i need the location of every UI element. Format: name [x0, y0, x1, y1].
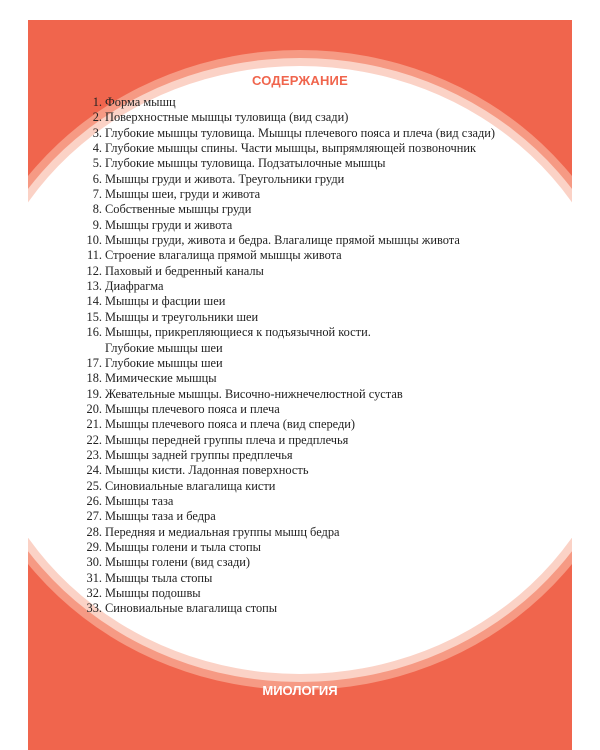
toc-item-number: 13. [86, 279, 102, 294]
toc-item-title: Мышцы таза и бедра [105, 509, 216, 524]
toc-item-title: Мышцы груди и живота [105, 217, 233, 232]
toc-item-number: 22. [86, 432, 102, 447]
toc-item-title: Собственные мышцы груди [105, 202, 252, 217]
toc-item-number: 1. [92, 95, 102, 109]
toc-item-number: 2. [92, 110, 102, 125]
table-of-contents [78, 95, 495, 617]
toc-item-number: 15. [86, 309, 102, 324]
toc-item [78, 202, 495, 217]
toc-item-title: Паховый и бедренный каналы [105, 263, 264, 278]
toc-item-number: 9. [92, 217, 102, 232]
toc-item-number: 12. [86, 263, 102, 278]
toc-item-title: Жевательные мышцы. Височно-нижнечелюстной сустав [105, 386, 403, 401]
toc-item [78, 310, 495, 325]
toc-item [78, 371, 495, 386]
toc-item-title: Строение влагалища прямой мышцы живота [105, 248, 342, 263]
toc-item-title: Мышцы плечевого пояса и плеча [105, 401, 280, 416]
toc-item-title: Синовиальные влагалища стопы [105, 601, 278, 616]
toc-item-number: 33. [86, 601, 102, 616]
toc-item [78, 187, 495, 202]
toc-item-number: 8. [92, 202, 102, 217]
toc-item [78, 448, 495, 463]
toc-item-number: 4. [92, 141, 102, 156]
toc-item [78, 156, 495, 171]
toc-item-title: Мышцы груди, живота и бедра. Влагалище прямой мышцы живота [105, 233, 460, 248]
toc-item [78, 433, 495, 448]
toc-item-number: 24. [86, 463, 102, 478]
toc-item [78, 279, 495, 294]
toc-item-number: 14. [86, 294, 102, 309]
toc-item-number: 29. [86, 539, 102, 554]
toc-item [78, 601, 495, 616]
toc-item [78, 525, 495, 540]
toc-item-title: Глубокие мышцы шеи [105, 355, 223, 370]
toc-item-title: Мышцы передней группы плеча и предплечья [105, 432, 349, 447]
toc-item-number: 11. [86, 248, 102, 263]
toc-item [78, 356, 495, 371]
toc-item-title: Мышцы тыла стопы [105, 570, 213, 585]
toc-item-title: Мышцы голени и тыла стопы [105, 539, 261, 554]
toc-item [78, 294, 495, 309]
toc-item-number: 31. [86, 570, 102, 585]
toc-item-title: Глубокие мышцы спины. Части мышцы, выпрямляющей позвоночник [105, 141, 477, 156]
toc-item-number: 32. [86, 586, 102, 600]
toc-item-title: Передняя и медиальная группы мышц бедра [105, 524, 340, 539]
toc-item [78, 110, 495, 125]
toc-item-number: 7. [92, 187, 102, 202]
toc-item-title: Мышцы плечевого пояса и плеча (вид спереди) [105, 417, 356, 432]
toc-item [78, 555, 495, 570]
toc-item-number: 23. [86, 447, 102, 462]
toc-item-number: 10. [86, 233, 102, 248]
toc-item-title: Мышцы голени (вид сзади) [105, 555, 251, 570]
toc-item-number: 16. [86, 325, 102, 340]
toc-item [78, 402, 495, 417]
toc-item [78, 248, 495, 263]
toc-item [78, 509, 495, 524]
toc-item-title: Мимические мышцы [105, 371, 217, 386]
toc-item [78, 494, 495, 509]
toc-item-title: Глубокие мышцы туловища. Мышцы плечевого пояса и плеча (вид сзади) [105, 125, 496, 140]
toc-item-number: 26. [86, 493, 102, 508]
toc-item-number: 20. [86, 401, 102, 416]
toc-item-number: 18. [86, 371, 102, 386]
toc-item [78, 571, 495, 586]
toc-item-title: Мышцы и треугольники шеи [105, 309, 259, 324]
toc-item-number: 25. [86, 478, 102, 493]
toc-item [78, 141, 495, 156]
toc-item [78, 417, 495, 432]
toc-item [78, 264, 495, 279]
toc-item-number: 30. [86, 555, 102, 570]
toc-item [78, 540, 495, 555]
toc-item-title: Мышцы задней группы предплечья [105, 447, 293, 462]
toc-item-number: 3. [92, 125, 102, 140]
toc-item [78, 126, 495, 141]
toc-item [78, 586, 495, 601]
toc-item-title: Глубокие мышцы туловища. Подзатылочные мышцы [105, 156, 386, 171]
toc-item-title: Синовиальные влагалища кисти [105, 478, 276, 493]
toc-item [78, 172, 495, 187]
toc-item-title: Поверхностные мышцы туловища (вид сзади) [105, 110, 349, 125]
toc-item-number: 17. [86, 355, 102, 370]
toc-item-title: Мышцы таза [105, 493, 174, 508]
toc-item-title: Мышцы шеи, груди и живота [105, 187, 261, 202]
toc-item-number: 27. [86, 509, 102, 524]
toc-item-number: 21. [86, 417, 102, 432]
toc-item-title: Мышцы, прикрепляющиеся к подъязычной кости. Глубокие мышцы шеи [105, 325, 371, 355]
toc-item-title: Мышцы подошвы [105, 586, 201, 600]
section-footer: МИОЛОГИЯ [262, 683, 338, 698]
toc-item-title: Мышцы кисти. Ладонная поверхность [105, 463, 309, 478]
toc-item-title: Диафрагма [105, 279, 164, 294]
toc-item [78, 463, 495, 478]
toc-item [78, 233, 495, 248]
toc-item-title: Форма мышц [105, 95, 176, 109]
toc-item-title: Мышцы и фасции шеи [105, 294, 226, 309]
toc-item-number: 6. [92, 171, 102, 186]
toc-item [78, 218, 495, 233]
toc-item-number: 28. [86, 524, 102, 539]
toc-item [78, 95, 495, 110]
page-title: СОДЕРЖАНИЕ [252, 73, 348, 88]
toc-item-number: 5. [92, 156, 102, 171]
toc-item [78, 479, 495, 494]
toc-item-number: 19. [86, 386, 102, 401]
toc-item [78, 387, 495, 402]
toc-item [78, 325, 495, 356]
toc-item-title: Мышцы груди и живота. Треугольники груди [105, 171, 345, 186]
